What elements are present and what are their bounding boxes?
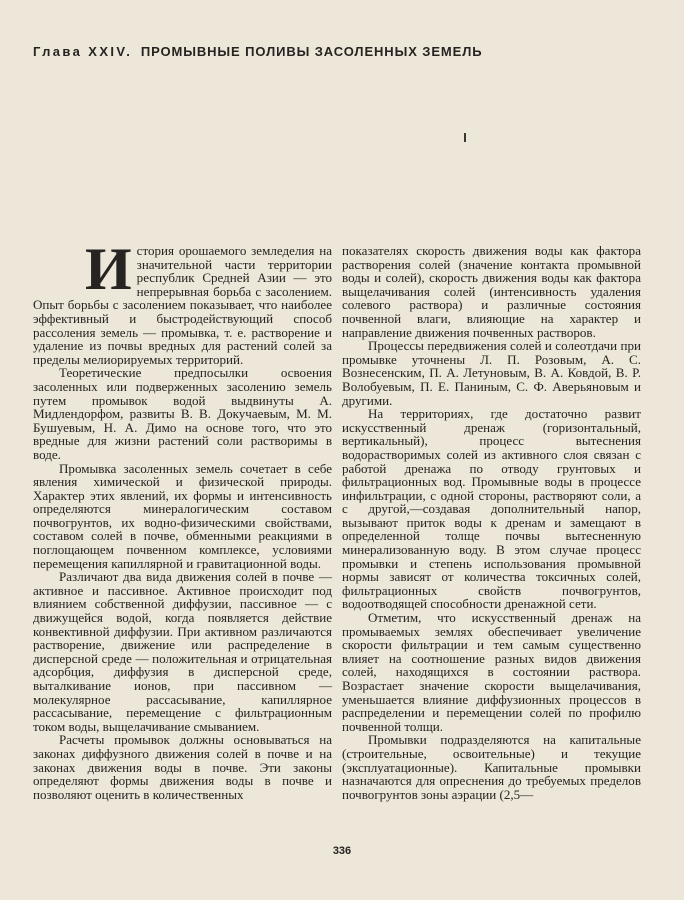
paragraph-4: Различают два вида движения солей в почве — активное и пассивное. Активное происходит под влиянием собственной диффузии, пассивное — с движущейся водой, когда появляется действие конвективной диффузии. При активном различаются растворение, движение или распределение в дисперсной среде — положительная и отрицательная адсорбция, диффузия в дисперсной среде, выталкивание ионов, при пассивном — молекулярное рассасывание, капиллярное рассасывание, перемещение с фильтрационным током воды, выщелачивание смыванием.: [33, 569, 332, 734]
right-column: [342, 244, 641, 801]
chapter-title: ПРОМЫВНЫЕ ПОЛИВЫ ЗАСОЛЕННЫХ ЗЕМЕЛЬ: [140, 44, 483, 59]
chapter-label: Глава XXIV.: [33, 44, 133, 59]
paragraph-8: Отметим, что искусственный дренаж на промываемых землях обеспечивает увеличение скорости фильтрации и тем самым существенно влияет на соотношение разных видов движения солей, находящихся в состоянии раствора. Возрастает значение скорости выщелачивания, уменьшается влияние диффузионных процессов в распределении и перемещении солей по профилю почвенной толщи.: [342, 610, 641, 734]
margin-mark: [464, 133, 466, 142]
paragraph-9: Промывки подразделяются на капитальные (строительные, освоительные) и текущие (эксплуатационные). Капитальные промывки назначаются для опреснения до требуемых пределов почвогрунтов зоны аэрации (2,5—: [342, 732, 641, 802]
drop-cap: И: [85, 236, 132, 302]
paragraph-1-text: стория орошаемого земледелия на значительной части территории республик Средней Азии — это непрерывная борьба с засолением. Опыт борьбы с засолением показывает, что наиболее эффективный и быстродействующий способ рассоления земель — промывка, т. е. растворение и удаление из почвы вредных для растений солей за пределы мелиорируемых территорий.: [33, 243, 332, 367]
paragraph-6: Процессы передвижения солей и солеотдачи при промывке уточнены Л. П. Розовым, А. С. Вознесенским, П. А. Летуновым, В. А. Ковдой, В. Р. Волобуевым, П. Е. Паниным, С. Ф. Аверьяновым и другими.: [342, 338, 641, 408]
paragraph-1: [33, 236, 332, 367]
paragraph-2: Теоретические предпосылки освоения засоленных или подверженных засолению земель путем промывок водой выдвинуты А. Мидлендорфом, развиты В. В. Докучаевым, М. М. Бушуевым, Н. А. Димо на основе того, что это вредные для жизни растений соли растворимы в воде.: [33, 365, 332, 462]
paragraph-7: На территориях, где достаточно развит искусственный дренаж (горизонтальный, вертикальный), процесс вытеснения водорастворимых солей из активного слоя связан с работой дренажа по отводу грунтовых и фильтрационных вод. Промывные воды в процессе инфильтрации, с одной стороны, растворяют соли, а с другой,—создавая дополнительный напор, вызывают приток воды к дренам и замещают в определенной толще почвы вытесненную минерализованную воду. В этом случае процесс промывки и степень использования промывной нормы зависят от количества токсичных солей, фильтрационных свойств почвогрунтов, водоотводящей способности дренажной сети.: [342, 406, 641, 612]
chapter-heading: [33, 44, 593, 59]
paragraph-3: Промывка засоленных земель сочетает в себе явления химической и физической природы. Характер этих явлений, их формы и интенсивность определяются минералогическим составом почвогрунтов, их водно-физическими свойствами, составом солей в почве, обменными реакциями в поглощающем почвенном комплексе, условиями перемещения капиллярной и гравитационной воды.: [33, 460, 332, 571]
paragraph-5-continued: показателях скорость движения воды как фактора растворения солей (значение контакта промывной воды и солей), скорость движения воды как фактора выщелачивания солей (интенсивность удаления солевого раствора) и различные состояния почвенной влаги, влияющие на характер и направление движения почвенных растворов.: [342, 243, 641, 340]
paragraph-5: Расчеты промывок должны основываться на законах диффузного движения солей в почве и на законах движения воды в почве. Эти законы определяют формы движения воды в почве и позволяют оценить в количественных: [33, 732, 332, 802]
page-number: 336: [332, 845, 352, 857]
left-column: [33, 236, 332, 802]
